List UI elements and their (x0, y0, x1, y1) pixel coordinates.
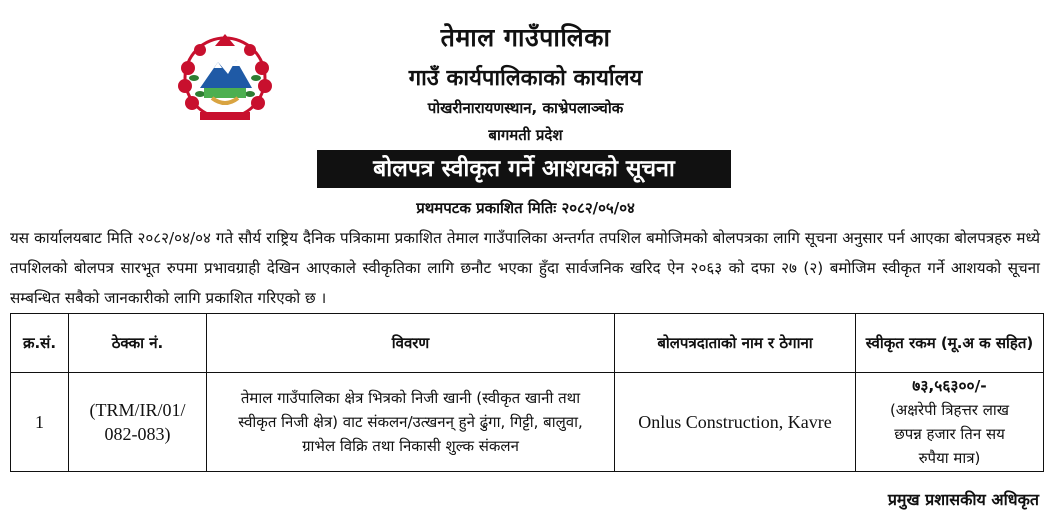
col-amount: स्वीकृत रकम (मू.अ क सहित) (856, 314, 1044, 373)
cell-description: तेमाल गाउँपालिका क्षेत्र भित्रको निजी खानी (स्वीकृत खानी तथा स्वीकृत निजी क्षेत्र) वाट संकलन/उत्खनन् हुने ढुंगा, गिट्टी, बालुवा, ग्राभेल विक्रि तथा निकासी शुल्क संकलन (207, 373, 615, 472)
cell-contract-no: (TRM/IR/01/ 082-083) (69, 373, 207, 472)
amount-figure: ७३,५६३००/- (912, 377, 987, 395)
cell-bidder: Onlus Construction, Kavre (615, 373, 856, 472)
municipality-name: तेमाल गाउँपालिका (440, 23, 611, 52)
first-published-date: प्रथमपटक प्रकाशित मितिः २०८२/०५/०४ (416, 199, 635, 217)
signatory-title: प्रमुख प्रशासकीय अधिकृत (887, 490, 1039, 509)
province-name: बागमती प्रदेश (488, 126, 563, 144)
col-bidder: बोलपत्रदाताको नाम र ठेगाना (615, 314, 856, 373)
table-row (11, 373, 1044, 472)
table-header-row (11, 314, 1044, 373)
notice-title: बोलपत्र स्वीकृत गर्ने आशयको सूचना (317, 150, 731, 188)
col-description: विवरण (207, 314, 615, 373)
office-address: पोखरीनारायणस्थान, काभ्रेपलाञ्चोक (427, 99, 624, 117)
notice-body: यस कार्यालयबाट मिति २०८२/०४/०४ गते सौर्य राष्ट्रिय दैनिक पत्रिकामा प्रकाशित तेमाल गाउँपालिका अन्तर्गत तपशिल बमोजिमको बोलपत्रका लागि सूचना अनुसार पर्न आएका बोलपत्रहरु मध्ये तपशिलको बोलपत्र सारभूत रुपमा प्रभावग्राही देखिन आएकाले स्वीकृतिका लागि छनौट भएका हुँदा सार्वजनिक खरिद ऐन २०६३ को दफा २७ (२) बमोजिम स्वीकृत गर्ने आशयको सूचना सम्बन्धित सबैको जानकारीको लागि प्रकाशित गरिएको छ । (10, 229, 1040, 307)
amount-in-words: (अक्षरेपी त्रिहत्तर लाख छपन्न हजार तिन सय रुपैया मात्र) (889, 401, 1010, 467)
office-name: गाउँ कार्यपालिकाको कार्यालय (408, 66, 643, 91)
cell-serial: 1 (11, 373, 69, 472)
col-serial: क्र.सं. (11, 314, 69, 373)
bid-table (10, 313, 1044, 472)
cell-amount (856, 373, 1044, 472)
col-contract-no: ठेक्का नं. (69, 314, 207, 373)
